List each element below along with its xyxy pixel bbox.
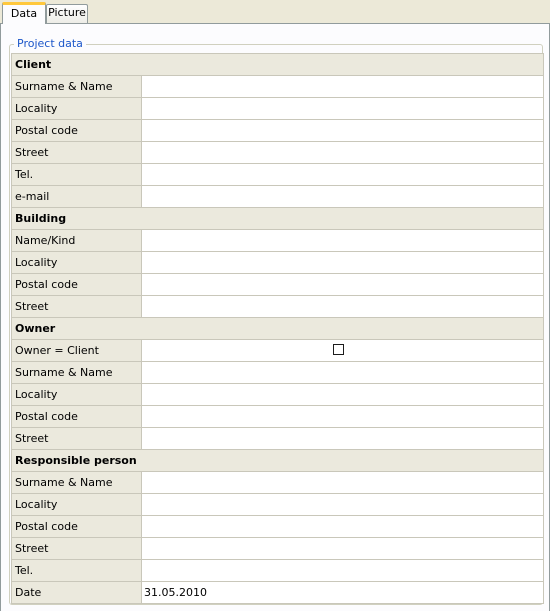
property-value-field[interactable]: [142, 538, 543, 559]
property-label: Postal code: [12, 516, 142, 537]
property-value-field[interactable]: [142, 142, 543, 163]
property-label: Surname & Name: [12, 472, 142, 493]
group-title: Project data: [14, 37, 86, 50]
tab-strip: [0, 0, 550, 25]
property-row: [12, 164, 543, 186]
property-label: Owner = Client: [12, 340, 142, 361]
property-row: [12, 252, 543, 274]
section-header: [12, 318, 543, 340]
property-value-cell[interactable]: [142, 340, 543, 361]
property-label: Locality: [12, 98, 142, 119]
property-row: [12, 384, 543, 406]
section-title: Client: [15, 58, 52, 71]
property-label: Surname & Name: [12, 362, 142, 383]
property-row: [12, 472, 543, 494]
property-value-field[interactable]: [142, 76, 543, 97]
property-row: [12, 494, 543, 516]
property-row: [12, 406, 543, 428]
owner-equals-client-checkbox[interactable]: [333, 344, 344, 355]
section-header: [12, 208, 543, 230]
property-label: Street: [12, 296, 142, 317]
property-row: [12, 274, 543, 296]
property-row: [12, 230, 543, 252]
property-value-field[interactable]: [142, 164, 543, 185]
property-label: Postal code: [12, 274, 142, 295]
property-value-field[interactable]: [142, 472, 543, 493]
section-header: [12, 450, 543, 472]
section-title: Building: [15, 212, 67, 225]
property-label: Street: [12, 428, 142, 449]
property-value-field[interactable]: [142, 274, 543, 295]
property-row: [12, 296, 543, 318]
property-value-field[interactable]: [142, 186, 543, 207]
property-row: [12, 362, 543, 384]
property-value-field[interactable]: [142, 406, 543, 427]
property-label: Locality: [12, 494, 142, 515]
property-value-field[interactable]: [142, 296, 543, 317]
property-label: Surname & Name: [12, 76, 142, 97]
property-value-field[interactable]: 31.05.2010: [142, 582, 543, 603]
tab-data[interactable]: Data: [2, 2, 46, 24]
property-value-field[interactable]: [142, 384, 543, 405]
property-label: Street: [12, 538, 142, 559]
property-row: [12, 582, 543, 604]
property-label: Tel.: [12, 164, 142, 185]
property-label: Street: [12, 142, 142, 163]
property-row: [12, 76, 543, 98]
property-value-field[interactable]: [142, 98, 543, 119]
property-value-field[interactable]: [142, 428, 543, 449]
property-label: Postal code: [12, 406, 142, 427]
property-row: [12, 98, 543, 120]
property-value-field[interactable]: [142, 230, 543, 251]
section-title: Owner: [15, 322, 56, 335]
property-row: [12, 560, 543, 582]
tab-picture[interactable]: Picture: [46, 4, 88, 24]
property-value-field[interactable]: [142, 516, 543, 537]
property-row: [12, 340, 543, 362]
section-header: [12, 54, 543, 76]
property-label: Date: [12, 582, 142, 603]
property-row: [12, 516, 543, 538]
property-grid: [11, 53, 544, 604]
property-row: [12, 538, 543, 560]
property-label: Name/Kind: [12, 230, 142, 251]
property-label: Postal code: [12, 120, 142, 141]
property-value-field[interactable]: [142, 120, 543, 141]
property-row: [12, 120, 543, 142]
property-value-field[interactable]: [142, 560, 543, 581]
property-row: [12, 428, 543, 450]
property-label: e-mail: [12, 186, 142, 207]
property-value-field[interactable]: [142, 252, 543, 273]
property-value-field[interactable]: [142, 362, 543, 383]
property-label: Tel.: [12, 560, 142, 581]
property-value-field[interactable]: [142, 494, 543, 515]
property-label: Locality: [12, 252, 142, 273]
property-row: [12, 186, 543, 208]
section-title: Responsible person: [15, 454, 137, 467]
property-row: [12, 142, 543, 164]
property-label: Locality: [12, 384, 142, 405]
